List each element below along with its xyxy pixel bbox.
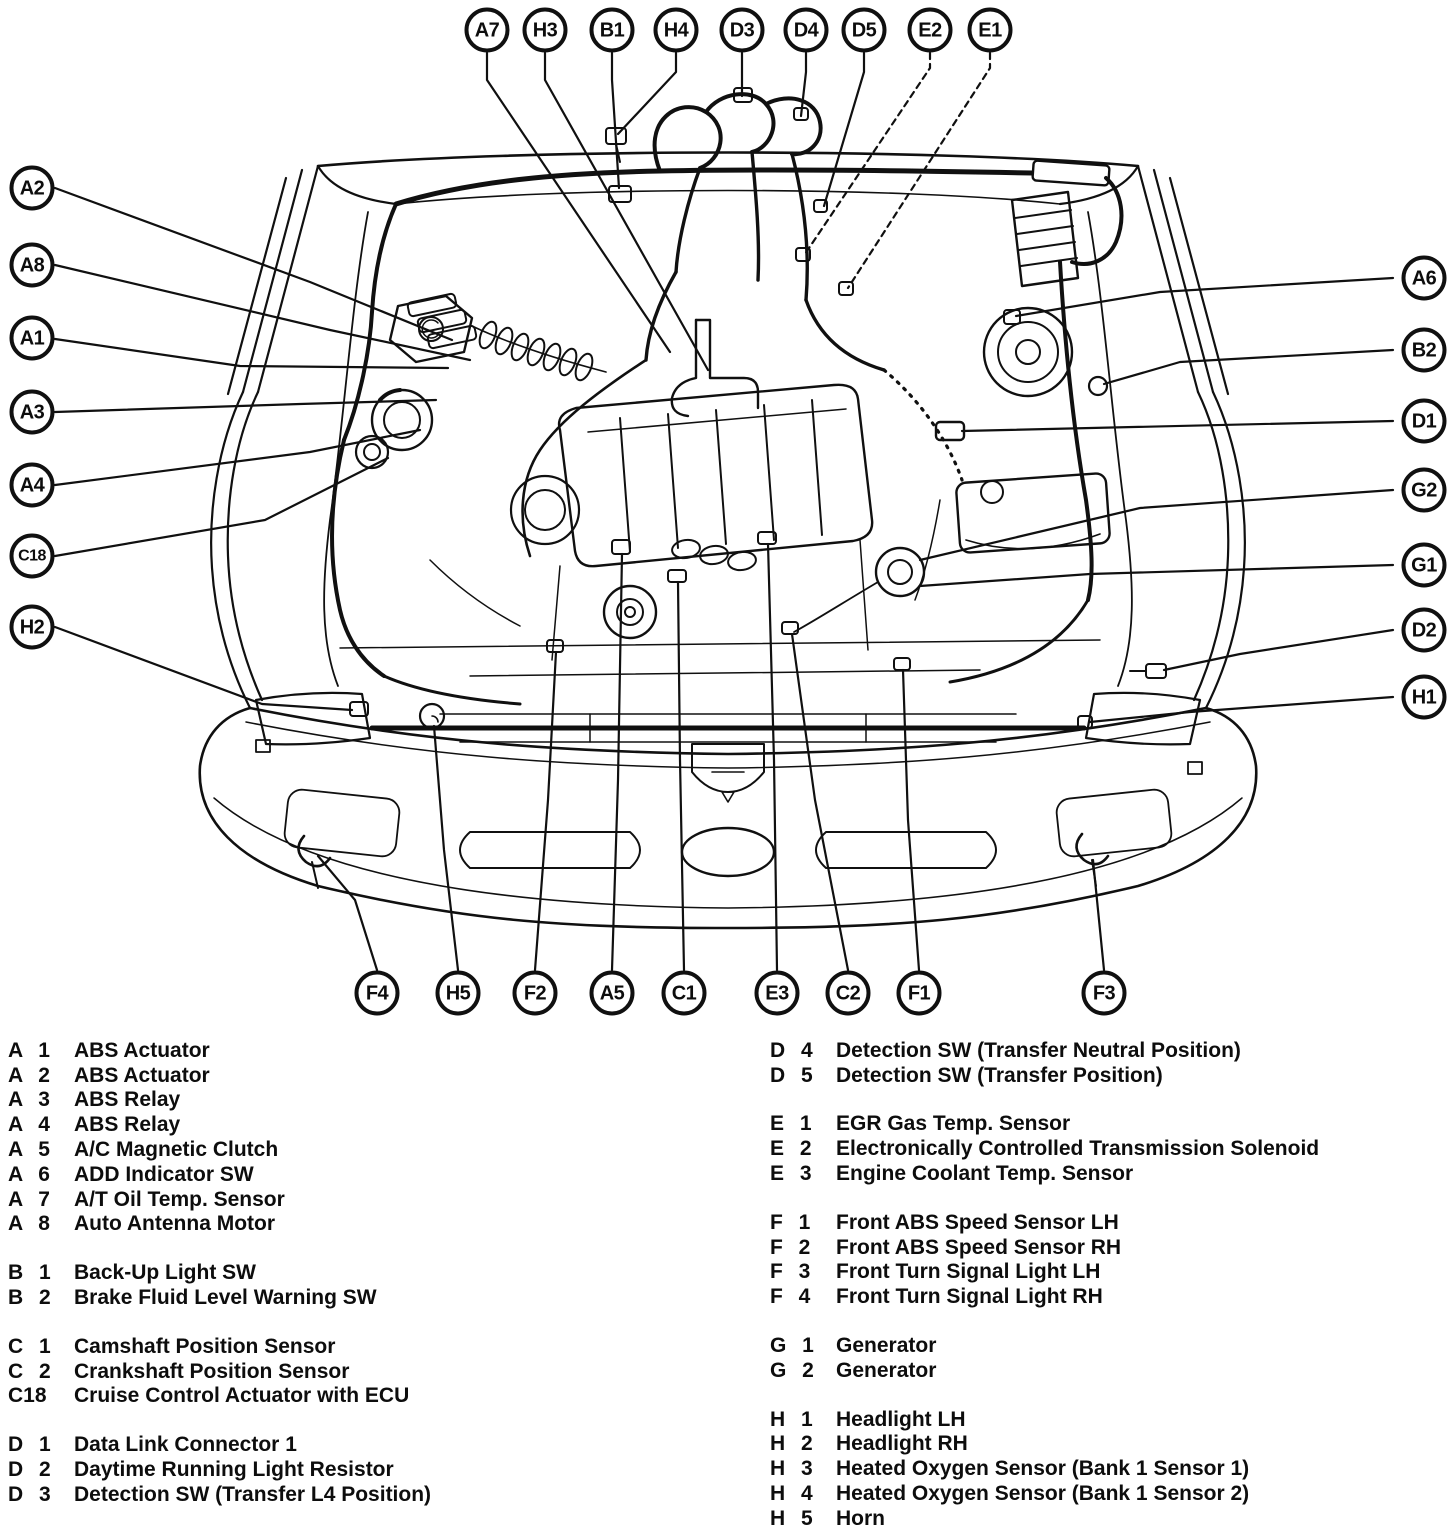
- legend-row: H 4 Heated Oxygen Sensor (Bank 1 Sensor 2): [770, 1482, 1250, 1505]
- legend-row: D 2 Daytime Running Light Resistor: [8, 1458, 394, 1481]
- callout-f4: F4: [355, 971, 400, 1016]
- legend-row: A 4 ABS Relay: [8, 1113, 181, 1137]
- legend-row: F 1 Front ABS Speed Sensor LH: [770, 1210, 1119, 1234]
- wiring-harness: [332, 94, 1121, 704]
- legend-group-d-right: [770, 1038, 1450, 1088]
- legend-row: F 4 Front Turn Signal Light RH: [770, 1285, 1103, 1309]
- legend-row: A 5 A/C Magnetic Clutch: [8, 1138, 279, 1162]
- callout-h3: H3: [523, 8, 568, 53]
- legend-row: B 1 Back-Up Light SW: [8, 1261, 256, 1285]
- legend-row: E 1 EGR Gas Temp. Sensor: [770, 1112, 1071, 1136]
- legend-row: A 2 ABS Actuator: [8, 1063, 210, 1087]
- callout-a2: A2: [10, 166, 55, 211]
- legend-row: A 7 A/T Oil Temp. Sensor: [8, 1187, 285, 1211]
- legend-left-column: [8, 1038, 708, 1531]
- callout-e3: E3: [755, 971, 800, 1016]
- legend-row: H 2 Headlight RH: [770, 1432, 968, 1456]
- callout-e2: E2: [908, 8, 953, 53]
- legend-row: E 2 Electronically Controlled Transmission Solenoid: [770, 1137, 1320, 1161]
- callout-h4: H4: [654, 8, 699, 53]
- legend-row: D 3 Detection SW (Transfer L4 Position): [8, 1482, 432, 1506]
- legend-row: H 3 Heated Oxygen Sensor (Bank 1 Sensor 1): [770, 1457, 1250, 1481]
- callout-h1: H1: [1402, 675, 1447, 720]
- radiator-support: [372, 714, 1084, 802]
- callout-a7: A7: [465, 8, 510, 53]
- legend-row: H 5 Horn: [770, 1506, 885, 1530]
- legend-row: H 1 Headlight LH: [770, 1407, 966, 1431]
- legend-group-b: [8, 1260, 708, 1310]
- callout-g2: G2: [1402, 468, 1447, 513]
- callout-h5: H5: [436, 971, 481, 1016]
- front-bumper: [200, 708, 1257, 928]
- legend-row: C18 Cruise Control Actuator with ECU: [8, 1384, 410, 1408]
- callout-d1: D1: [1402, 399, 1447, 444]
- legend-right-column: [770, 1038, 1450, 1538]
- callout-c18: C18: [10, 534, 55, 579]
- legend-row: C 1 Camshaft Position Sensor: [8, 1334, 336, 1358]
- callout-b2: B2: [1402, 328, 1447, 373]
- legend-row: A 8 Auto Antenna Motor: [8, 1212, 276, 1236]
- legend-row: G 2 Generator: [770, 1358, 937, 1382]
- callout-d4: D4: [784, 8, 829, 53]
- legend-row: D 4 Detection SW (Transfer Neutral Position): [770, 1038, 1241, 1062]
- legend-row: D 5 Detection SW (Transfer Position): [770, 1063, 1163, 1087]
- callout-a4: A4: [10, 463, 55, 508]
- callout-a8: A8: [10, 243, 55, 288]
- callout-f1: F1: [897, 971, 942, 1016]
- callout-c2: C2: [826, 971, 871, 1016]
- legend-row: A 1 ABS Actuator: [8, 1038, 210, 1062]
- callout-f2: F2: [513, 971, 558, 1016]
- legend-row: A 6 ADD Indicator SW: [8, 1162, 254, 1186]
- callout-d3: D3: [720, 8, 765, 53]
- callout-f3: F3: [1082, 971, 1127, 1016]
- legend-group-d-left: [8, 1432, 708, 1506]
- callout-h2: H2: [10, 605, 55, 650]
- callout-d2: D2: [1402, 608, 1447, 653]
- legend-group-h: [770, 1407, 1450, 1531]
- legend-row: F 2 Front ABS Speed Sensor RH: [770, 1235, 1122, 1259]
- legend-row: F 3 Front Turn Signal Light LH: [770, 1260, 1101, 1284]
- legend-row: C 2 Crankshaft Position Sensor: [8, 1359, 350, 1383]
- legend-group-c: [8, 1334, 708, 1408]
- callout-a6: A6: [1402, 256, 1447, 301]
- callout-c1: C1: [662, 971, 707, 1016]
- legend-row: B 2 Brake Fluid Level Warning SW: [8, 1286, 377, 1310]
- callout-a3: A3: [10, 390, 55, 435]
- callout-b1: B1: [590, 8, 635, 53]
- callout-g1: G1: [1402, 543, 1447, 588]
- legend-group-f: [770, 1210, 1450, 1309]
- engine-components: [340, 192, 1110, 728]
- callout-a1: A1: [10, 316, 55, 361]
- callout-e1: E1: [968, 8, 1013, 53]
- callout-a5: A5: [590, 971, 635, 1016]
- legend-group-g: [770, 1333, 1450, 1383]
- legend-group-a: [8, 1038, 708, 1236]
- legend-row: A 3 ABS Relay: [8, 1088, 181, 1112]
- vehicle-body-outline: [211, 153, 1245, 745]
- callout-d5: D5: [842, 8, 887, 53]
- legend-group-e: [770, 1112, 1450, 1186]
- legend-row: D 1 Data Link Connector 1: [8, 1433, 297, 1457]
- legend-row: G 1 Generator: [770, 1334, 937, 1358]
- legend-row: E 3 Engine Coolant Temp. Sensor: [770, 1162, 1134, 1186]
